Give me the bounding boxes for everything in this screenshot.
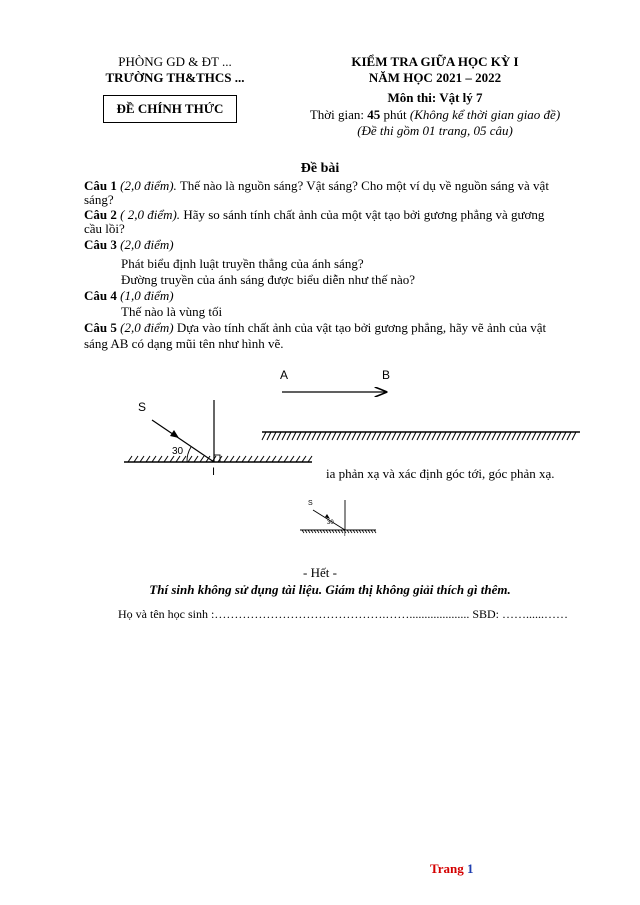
page-title: Đề bài bbox=[300, 161, 340, 176]
hatch-mark bbox=[467, 432, 471, 440]
hatch-mark bbox=[387, 432, 391, 440]
question-4-label: Câu 4 bbox=[84, 288, 117, 303]
hatch-mark bbox=[302, 432, 306, 440]
hatch-mark bbox=[557, 432, 561, 440]
hatch-mark bbox=[422, 432, 426, 440]
question-3-points: (2,0 điểm) bbox=[116, 237, 174, 252]
school-name: TRƯỜNG TH&THCS ... bbox=[105, 70, 245, 85]
student-info-line: Họ và tên học sinh :…………………………………….…….................... SBD: ……......…… bbox=[118, 607, 568, 621]
question-1-label: Câu 1 bbox=[84, 178, 117, 193]
question-1-text: Thế nào là nguồn sáng? Vật sáng? Cho một ví dụ về nguồn sáng và vật bbox=[176, 178, 549, 193]
hatch-mark bbox=[562, 432, 566, 440]
hatch-mark bbox=[532, 432, 536, 440]
question-2-label: Câu 2 bbox=[84, 207, 117, 222]
hatch-mark bbox=[236, 456, 240, 462]
hatch-mark bbox=[272, 456, 276, 462]
question-2-points: ( 2,0 điểm). bbox=[116, 207, 181, 222]
hatch-mark bbox=[317, 432, 321, 440]
hatch-mark bbox=[527, 432, 531, 440]
label-b: B bbox=[382, 368, 391, 382]
hatch-mark bbox=[262, 432, 266, 440]
question-2-line2: cầu lồi? bbox=[84, 221, 125, 236]
hatch-mark bbox=[347, 432, 351, 440]
hatch-mark bbox=[462, 432, 466, 440]
official-exam-label: ĐỀ CHÍNH THỨC bbox=[116, 101, 224, 116]
hatch-mark bbox=[158, 456, 162, 462]
hatch-mark bbox=[402, 432, 406, 440]
question-1-line2: sáng? bbox=[84, 192, 114, 207]
hatch-mark bbox=[502, 432, 506, 440]
hatch-mark bbox=[152, 456, 156, 462]
hatch-mark bbox=[392, 432, 396, 440]
page-footer bbox=[430, 862, 473, 876]
hatch-mark bbox=[302, 456, 306, 462]
hatch-mark bbox=[284, 456, 288, 462]
hatch-mark bbox=[522, 432, 526, 440]
question-5-points: (2,0 điểm) bbox=[116, 320, 174, 335]
end-marker: - Hết - bbox=[303, 565, 337, 580]
hatch-mark bbox=[407, 432, 411, 440]
small-label-i: I bbox=[344, 532, 346, 538]
hatch-mark bbox=[552, 432, 556, 440]
hatch-mark bbox=[272, 432, 276, 440]
page-label: Trang bbox=[430, 861, 467, 876]
question-2-text: Hãy so sánh tính chất ảnh của một vật tạo bởi gương phẳng và gương bbox=[180, 207, 545, 222]
hatch-mark bbox=[367, 432, 371, 440]
hatch-mark bbox=[362, 432, 366, 440]
time-note: (Không kể thời gian giao đề) bbox=[409, 107, 561, 122]
hatch-mark bbox=[547, 432, 551, 440]
hatch-mark bbox=[342, 432, 346, 440]
hatch-mark bbox=[437, 432, 441, 440]
hatch-mark bbox=[140, 456, 144, 462]
hatch-mark bbox=[308, 456, 312, 462]
subject: Môn thi: Vật lý 7 bbox=[387, 90, 483, 105]
time-value: 45 bbox=[367, 107, 381, 122]
hatch-mark bbox=[517, 432, 521, 440]
hatch-mark bbox=[542, 432, 546, 440]
hatch-mark bbox=[266, 456, 270, 462]
question-3-sub2: Đường truyền của ánh sáng được biểu diễn như thế nào? bbox=[121, 272, 416, 287]
hatch-mark bbox=[292, 432, 296, 440]
hatch-mark bbox=[377, 432, 381, 440]
hatch-mark bbox=[432, 432, 436, 440]
hatch-mark bbox=[492, 432, 496, 440]
hatch-mark bbox=[287, 432, 291, 440]
hatch-mark bbox=[296, 456, 300, 462]
hatch-mark bbox=[472, 432, 476, 440]
hatch-mark bbox=[267, 432, 271, 440]
hatch-mark bbox=[312, 432, 316, 440]
hatch-mark bbox=[507, 432, 511, 440]
hatch-mark bbox=[134, 456, 138, 462]
hatch-mark bbox=[230, 456, 234, 462]
hatch-mark bbox=[382, 432, 386, 440]
hatch-mark bbox=[457, 432, 461, 440]
question-3-label: Câu 3 bbox=[84, 237, 117, 252]
hatch-mark bbox=[477, 432, 481, 440]
hatch-mark bbox=[372, 432, 376, 440]
hatch-mark bbox=[278, 456, 282, 462]
time-prefix: Thời gian: bbox=[309, 107, 368, 122]
hatch-mark bbox=[397, 432, 401, 440]
plane-mirror-hatching bbox=[262, 432, 576, 440]
hatch-mark bbox=[412, 432, 416, 440]
hatch-mark bbox=[254, 456, 258, 462]
hatch-mark bbox=[322, 432, 326, 440]
hatch-mark bbox=[282, 432, 286, 440]
incident-ray-arrow bbox=[170, 430, 179, 438]
angle-label: 30 bbox=[172, 446, 184, 457]
hatch-mark bbox=[567, 432, 571, 440]
hatch-mark bbox=[512, 432, 516, 440]
hatch-mark bbox=[482, 432, 486, 440]
hatch-mark bbox=[442, 432, 446, 440]
hatch-mark bbox=[248, 456, 252, 462]
department-name: PHÒNG GD & ĐT ... bbox=[118, 54, 232, 69]
hatch-mark bbox=[537, 432, 541, 440]
pages-note: (Đề thi gồm 01 trang, 05 câu) bbox=[357, 123, 513, 138]
hatch-mark bbox=[260, 456, 264, 462]
hatch-mark bbox=[164, 456, 168, 462]
question-4-points: (1,0 điểm) bbox=[116, 288, 174, 303]
hatch-mark bbox=[417, 432, 421, 440]
question-5-text: Dựa vào tính chất ảnh của vật tạo bởi gương phẳng, hãy vẽ ảnh của vật bbox=[173, 320, 547, 335]
label-i: I bbox=[212, 466, 216, 478]
hatch-mark bbox=[194, 456, 198, 462]
small-label-s: S bbox=[308, 500, 313, 507]
hatch-mark bbox=[307, 432, 311, 440]
time-unit: phút bbox=[380, 107, 410, 122]
hatch-mark bbox=[146, 456, 150, 462]
hatch-mark bbox=[497, 432, 501, 440]
hatch-mark bbox=[297, 432, 301, 440]
hatch-mark bbox=[277, 432, 281, 440]
question-1-points: (2,0 điểm). bbox=[116, 178, 177, 193]
question-4-sub1: Thế nào là vùng tối bbox=[121, 304, 223, 319]
question-3-sub1: Phát biểu định luật truyền thẳng của ánh sáng? bbox=[121, 256, 364, 271]
hatch-mark bbox=[427, 432, 431, 440]
hatch-mark bbox=[327, 432, 331, 440]
school-year: NĂM HỌC 2021 – 2022 bbox=[368, 70, 502, 85]
question-5-line2: sáng AB có dạng mũi tên như hình vẽ. bbox=[84, 336, 284, 351]
hatch-mark bbox=[332, 432, 336, 440]
question-5-label: Câu 5 bbox=[84, 320, 117, 335]
hatch-mark bbox=[352, 432, 356, 440]
hatch-mark bbox=[487, 432, 491, 440]
label-s: S bbox=[138, 400, 147, 414]
hatch-mark bbox=[452, 432, 456, 440]
page-number: 1 bbox=[466, 861, 474, 876]
hatch-mark bbox=[290, 456, 294, 462]
hatch-mark bbox=[337, 432, 341, 440]
label-a: A bbox=[280, 368, 289, 382]
hatch-mark bbox=[357, 432, 361, 440]
exam-title: KIỂM TRA GIỮA HỌC KỲ I bbox=[351, 54, 519, 69]
hatch-mark bbox=[200, 456, 204, 462]
exam-note: Thí sinh không sử dụng tài liệu. Giám thị không giải thích gì thêm. bbox=[149, 582, 511, 597]
hatch-mark bbox=[447, 432, 451, 440]
hatch-mark bbox=[242, 456, 246, 462]
hatch-mark bbox=[224, 456, 228, 462]
hatch-mark bbox=[188, 456, 192, 462]
figure-overflow-text: ia phản xạ và xác định góc tới, góc phản xạ. bbox=[326, 466, 555, 481]
small-angle-label: 30 bbox=[327, 520, 334, 526]
hatch-mark bbox=[572, 432, 576, 440]
hatch-mark bbox=[128, 456, 132, 462]
